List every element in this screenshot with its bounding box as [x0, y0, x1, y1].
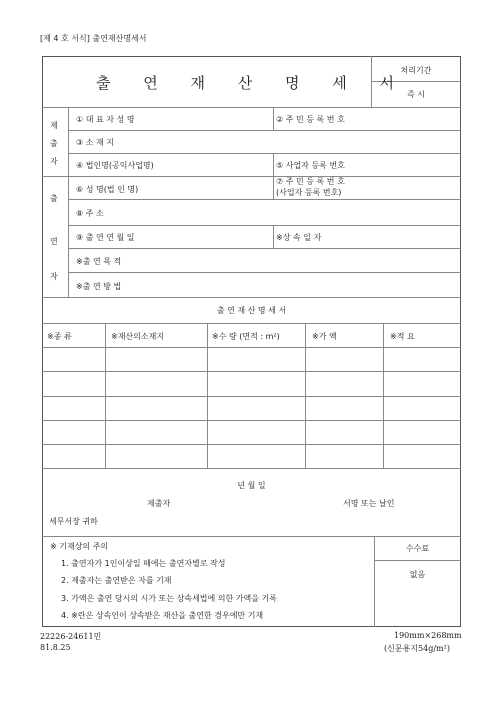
divider — [68, 130, 461, 131]
divider — [273, 225, 274, 248]
contribution-purpose-label: ※출 연 목 적 — [76, 257, 122, 266]
details-title: 출 연 재 산 명 세 서 — [216, 306, 287, 315]
divider — [383, 323, 384, 468]
divider — [105, 323, 106, 468]
column-header-quantity: ※수 량 (면적 : m²) — [212, 332, 280, 341]
divider — [207, 323, 208, 468]
divider — [273, 153, 274, 176]
form-date: 81.8.25 — [40, 643, 71, 652]
divider — [68, 272, 461, 273]
notes-header: ※ 기재상의 주의 — [50, 542, 109, 551]
divider — [273, 176, 274, 199]
divider — [68, 153, 461, 154]
divider — [273, 107, 274, 130]
corp-name-label: ④ 법인명(공익사업명) — [76, 161, 154, 170]
divider — [42, 468, 461, 469]
sign-label: 서명 또는 날인 — [343, 499, 395, 508]
rep-name-label: ① 대 표 자 성 명 — [76, 115, 135, 124]
submitter-side-label: 제 — [50, 121, 58, 130]
divider — [305, 323, 306, 468]
divider — [68, 199, 461, 200]
notes-item: 2. 제출자는 출연받은 자를 기재 — [61, 576, 172, 585]
notes-item: 4. ※란은 상속인이 상속받은 재산을 출연한 경우에만 기재 — [61, 611, 264, 620]
contributor-side-label: 출 — [50, 194, 58, 203]
page-title: 출 연 재 산 명 세 서 — [96, 74, 409, 92]
contributor-id-label: ⑦ 주 민 등 록 번 호 — [276, 177, 345, 186]
contribution-date-label: ⑨ 출 연 연 월 일 — [76, 233, 135, 242]
contributor-address-label: ⑧ 주 소 — [76, 209, 104, 218]
processing-value: 즉 시 — [407, 90, 425, 99]
processing-header: 처리기간 — [400, 66, 432, 75]
divider — [42, 107, 461, 108]
contributor-name-label: ⑥ 성 명(법 인 명) — [76, 185, 139, 194]
divider — [42, 536, 461, 537]
divider — [42, 297, 461, 298]
divider — [68, 248, 461, 249]
inheritance-date-label: ※상 속 일 자 — [276, 233, 322, 242]
notes-item: 1. 출연자가 1인이상일 때에는 출연자별로 작성 — [61, 559, 226, 568]
submitter-side-label: 자 — [50, 157, 58, 166]
fee-value: 없음 — [409, 570, 426, 579]
paper-type: (신문용지54g/m²) — [384, 644, 450, 653]
form-code: 22226-24611민 — [40, 632, 102, 641]
addressee: 세무서장 귀하 — [49, 517, 98, 526]
contributor-side-label: 연 — [50, 237, 58, 246]
divider — [42, 176, 461, 177]
fee-header: 수수료 — [405, 544, 430, 553]
form-label: [제 4 호 서식] 출연재산명세서 — [40, 34, 147, 43]
contributor-id-sub-label: (사업자 등록 번호) — [276, 188, 342, 197]
biz-number-label: ⑤ 사업자 등록 번호 — [276, 161, 345, 170]
divider — [374, 560, 461, 561]
column-header-location: ※재산의소재지 — [111, 332, 165, 341]
divider — [68, 107, 69, 297]
contribution-method-label: ※출 연 방 법 — [76, 282, 122, 291]
contributor-side-label: 자 — [50, 272, 58, 281]
date-line: 년 월 일 — [237, 481, 266, 490]
notes-item: 3. 가액은 출연 당시의 시가 또는 상속세법에 의한 가액을 기록 — [61, 594, 277, 603]
divider — [68, 225, 461, 226]
address-label: ③ 소 재 지 — [76, 138, 114, 147]
submitter-label: 제출자 — [147, 499, 171, 508]
paper-size: 190mm×268mm — [394, 631, 462, 640]
id-number-label: ② 주 민 등 록 번 호 — [276, 115, 345, 124]
column-header-value: ※가 액 — [312, 332, 337, 341]
submitter-side-label: 출 — [50, 139, 58, 148]
column-header-kind: ※종 류 — [47, 332, 72, 341]
column-header-note: ※적 요 — [390, 332, 415, 341]
